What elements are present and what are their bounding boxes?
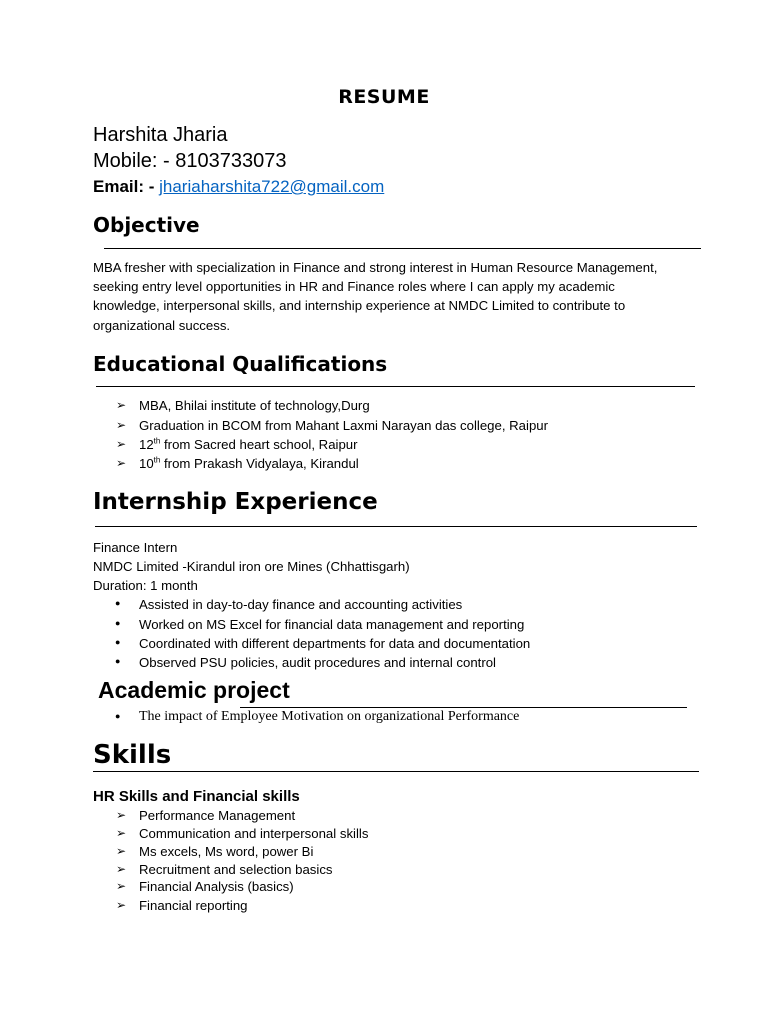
education-item: MBA, Bhilai institute of technology,Durg [139, 398, 370, 413]
objective-text: MBA fresher with specialization in Finance and strong interest in Human Resource Management, seeking entry level opportunities in HR and Finance roles where I can apply my academic knowledge, interpersonal skills, and internship experience at NMDC Limited to contribute to organizational success. [93, 260, 658, 333]
email-label: Email: - [93, 177, 160, 196]
skills-subheading: HR Skills and Financial skills [93, 788, 300, 805]
education-item: Graduation in BCOM from Mahant Laxmi Narayan das college, Raipur [139, 418, 548, 433]
bullet-icon: ● [115, 618, 121, 628]
internship-heading: Internship Experience [93, 489, 378, 515]
arrow-bullet-icon: ➢ [116, 879, 127, 893]
education-item [139, 456, 359, 471]
skills-divider [93, 771, 699, 772]
academic-item: The impact of Employee Motivation on organizational Performance [139, 709, 520, 724]
internship-item: Observed PSU policies, audit procedures and internal control [139, 655, 496, 670]
arrow-bullet-icon: ➢ [116, 862, 127, 876]
academic-heading: Academic project [98, 677, 290, 703]
internship-duration: Duration: 1 month [93, 578, 198, 593]
academic-divider [240, 707, 687, 708]
education-item-grade: 10 [139, 456, 154, 471]
arrow-bullet-icon: ➢ [116, 844, 127, 858]
internship-item: Worked on MS Excel for financial data management and reporting [139, 617, 525, 632]
skill-item: Financial reporting [139, 898, 248, 913]
skill-item: Performance Management [139, 808, 296, 823]
education-item-school: from Prakash Vidyalaya, Kirandul [160, 456, 359, 471]
education-item [139, 437, 358, 452]
arrow-bullet-icon: ➢ [116, 437, 127, 451]
document-title: RESUME [338, 86, 430, 108]
skill-item: Communication and interpersonal skills [139, 826, 369, 841]
bullet-icon: ● [115, 598, 121, 608]
arrow-bullet-icon: ➢ [116, 456, 127, 470]
objective-heading: Objective [93, 213, 200, 237]
internship-item: Coordinated with different departments for data and documentation [139, 636, 531, 651]
internship-role: Finance Intern [93, 540, 178, 555]
arrow-bullet-icon: ➢ [116, 826, 127, 840]
bullet-icon: ● [115, 711, 121, 721]
candidate-name: Harshita Jharia [93, 124, 228, 146]
skill-item: Ms excels, Ms word, power Bi [139, 844, 314, 859]
internship-company: NMDC Limited -Kirandul iron ore Mines (Chhattisgarh) [93, 559, 410, 574]
skill-item: Financial Analysis (basics) [139, 879, 294, 894]
mobile-number: Mobile: - 8103733073 [93, 150, 287, 172]
education-item-school: from Sacred heart school, Raipur [160, 437, 358, 452]
skill-item: Recruitment and selection basics [139, 862, 333, 877]
arrow-bullet-icon: ➢ [116, 398, 127, 412]
internship-divider [95, 526, 697, 527]
arrow-bullet-icon: ➢ [116, 898, 127, 912]
email-link[interactable]: jhariaharshita722@gmail.com [159, 177, 385, 196]
objective-divider [104, 248, 701, 249]
ordinal-suffix: th [153, 455, 161, 465]
education-divider [96, 386, 695, 387]
bullet-icon: ● [115, 637, 121, 647]
internship-item: Assisted in day-to-day finance and accounting activities [139, 597, 463, 612]
arrow-bullet-icon: ➢ [116, 808, 127, 822]
email-line [93, 177, 384, 197]
arrow-bullet-icon: ➢ [116, 418, 127, 432]
bullet-icon: ● [115, 656, 121, 666]
education-item-grade: 12 [139, 437, 154, 452]
education-heading: Educational Qualifications [93, 352, 388, 376]
ordinal-suffix: th [153, 436, 161, 446]
skills-heading: Skills [93, 740, 172, 770]
